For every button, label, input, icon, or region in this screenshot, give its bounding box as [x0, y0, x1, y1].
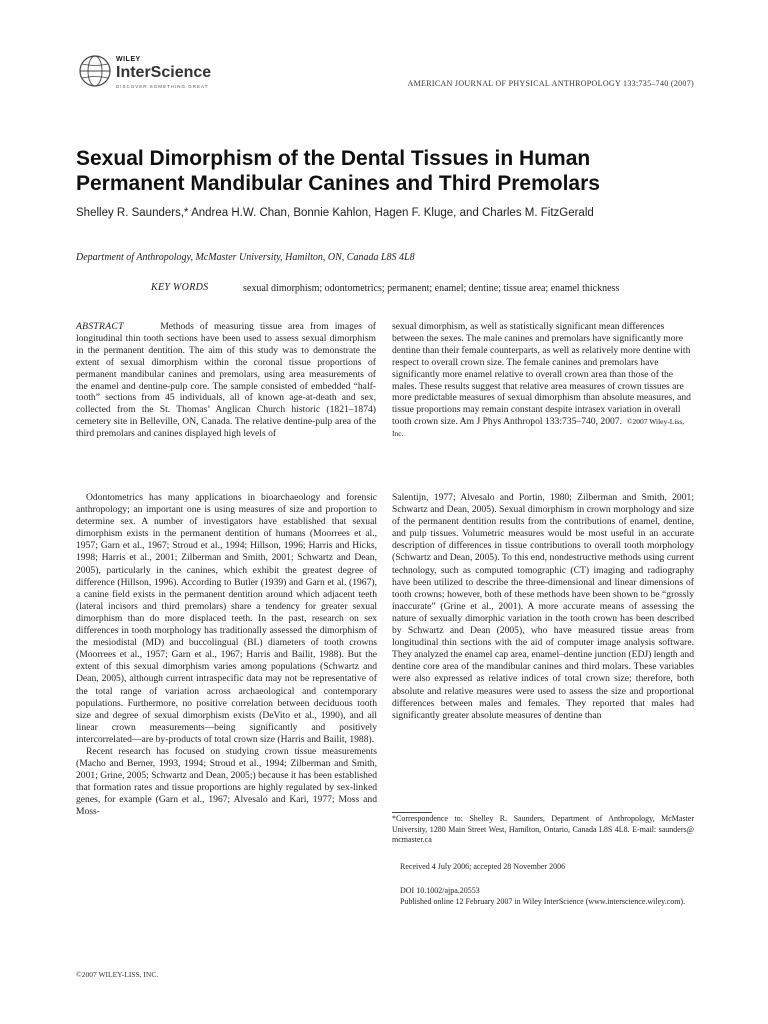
logo-brand: InterScience [116, 64, 212, 81]
body-paragraph: Recent research has focused on studying crown tissue measurements (Macho and Berner, 1993, 1994; Stroud et al., 1994; Zilberman and Smith, 2001; Grine, 2005; Schwartz and Dean, 2005;) because it has been established that formation rates and tissue proportions are highly regulated by sex-linked genes, for example (Garn et al., 1967; Alvesalo and Kari, 1977; Moss and Moss- [76, 745, 377, 818]
doi: DOI 10.1002/ajpa.20553 [400, 886, 480, 895]
abstract-text-right: sexual dimorphism, as well as statistically significant mean differences between the sexes. The male canines and premolars have significantly more dentine than their female counterparts, as well as relatively more dentine with respect to overall crown size. The female canines and premolars have significantly more enamel relative to overall crown area than those of the males. These results suggest that relative area measures of crown tissues are more predictable measures of sexual dimorphism than absolute measures, and tissue proportions may remain constant despite intrasex variation in overall tooth crown size. Am J Phys Anthropol 133:735–740, 2007. [392, 321, 691, 428]
keywords-label: KEY WORDS [151, 282, 209, 293]
body-left-column [76, 492, 377, 819]
logo-tagline: DISCOVER SOMETHING GREAT [116, 84, 209, 89]
body-paragraph: Odontometrics has many applications in bioarchaeology and forensic anthropology; an important one is using measures of size and proportion to determine sex. A number of investigators have established that sexual dimorphism exists in the permanent dentition of humans (Moorrees et al., 1957; Garn et al., 1967; Stroud et al., 1994; Hillson, 1996; Harris and Hicks, 1998; Harris et al., 2001; Zilberman and Smith, 2001; Schwartz and Dean, 2005), particularly in the canines, which exhibit the greatest degree of difference (Hillson, 1996). According to Butler (1939) and Garn et al. (1967), a canine field exists in the permanent dentition around which adjacent teeth (lateral incisors and third premolars) share a tendency for greater sexual dimorphism than do more displaced teeth. In the past, research on sex differences in tooth morphology has traditionally assessed the dimorphism of the mesiodistal (MD) and buccolingual (BL) diameters of tooth crowns (Moorrees et al., 1957; Garn et al., 1967; Harris and Bailit, 1988). But the extent of this sexual dimorphism varies among populations (Schwartz and Dean, 2005), although current intraspecific data may not be representative of the total range of variation across archaeological and contemporary populations. Furthermore, no positive correlation between deciduous tooth size and degree of sexual dimorphism exists (DeVito et al., 1990), and all linear crown measurements—being significantly and positively intercorrelated—are by-products of total crown size (Harris and Bailit, 1988). [76, 492, 377, 745]
page-copyright: ©2007 WILEY-LISS, INC. [76, 970, 159, 979]
journal-header: AMERICAN JOURNAL OF PHYSICAL ANTHROPOLOGY 133:735–740 (2007) [407, 79, 694, 88]
footnote-divider [392, 812, 432, 813]
article-affiliation: Department of Anthropology, McMaster University, Hamilton, ON, Canada L8S 4L8 [76, 252, 415, 263]
abstract-left-column [76, 321, 376, 440]
abstract-text-left: Methods of measuring tissue area from images of longitudinal thin tooth sections have been used to assess sexual dimorphism in the permanent dentition. The aim of this study was to demonstrate the extent of sexual dimorphism within the coronal tissue proportions of permanent mandibular canines and premolars, using area measurements of the enamel and dentine-pulp core. The sample consisted of embedded “half-tooth” sections from 45 individuals, all of known age-at-death and sex, collected from the St. Thomas’ Anglican Church historic (1821–1874) cemetery site in Belleville, ON, Canada. The relative dentine-pulp area of the third premolars and canines displayed high levels of [76, 321, 376, 440]
abstract-label: ABSTRACT [76, 321, 124, 332]
keywords: sexual dimorphism; odontometrics; permanent; enamel; dentine; tissue area; enamel thickness [243, 283, 620, 294]
body-right-column [392, 492, 694, 722]
received-dates: Received 4 July 2006; accepted 28 November 2006 [400, 862, 566, 871]
abstract-right-column [392, 321, 694, 440]
abstract-copyright: ©2007 Wiley-Liss, Inc. [392, 417, 685, 439]
published-online: Published online 12 February 2007 in Wiley InterScience (www.interscience.wiley.com). [400, 896, 686, 906]
globe-icon [78, 54, 112, 88]
article-authors: Shelley R. Saunders,* Andrea H.W. Chan, Bonnie Kahlon, Hagen F. Kluge, and Charles M. FitzGerald [76, 207, 594, 219]
body-paragraph: Salentijn, 1977; Alvesalo and Portin, 1980; Zilberman and Smith, 2001; Schwartz and Dean, 2005). Sexual dimorphism in crown morphology and size of the permanent dentition results from the contributions of enamel, dentine, and pulp tissues. Volumetric measures would be most useful in an accurate description of differences in tissue contributions to overall tooth morphology (Schwartz and Dean, 2005). To this end, nondestructive methods using current technology, such as computed tomographic (CT) imaging and radiography have been utilized to describe the three-dimensional and linear dimensions of tooth crowns; however, both of these methods have been shown to be “grossly inaccurate” (Grine et al., 2001). A more accurate means of assessing the nature of sexually dimorphic variation in the tooth crown has been described by Schwartz and Dean (2005), who have measured tissue areas from longitudinal thin sections with the aid of computer image analysis software. They analyzed the enamel cap area, enamel–dentine junction (EDJ) length and dentine core area of the mandibular canines and third molars. These variables were also expressed as relative indices of total crown size; therefore, both absolute and relative measures were used to assess the size and proportional differences between males and females. They reported that males had significantly greater absolute measures of dentine than [392, 492, 694, 721]
correspondence-footnote: *Correspondence to: Shelley R. Saunders, Department of Anthropology, McMaster University, 1280 Main Street West, Hamilton, Ontario, Canada L8S 4L8. E-mail: saunders@ mcmaster.ca [392, 814, 694, 844]
logo-publisher: WILEY [116, 56, 141, 63]
article-title: Sexual Dimorphism of the Dental Tissues in Human Permanent Mandibular Canines and Third Premolars [76, 147, 600, 195]
doi-block [400, 886, 690, 907]
publisher-logo [78, 54, 248, 94]
